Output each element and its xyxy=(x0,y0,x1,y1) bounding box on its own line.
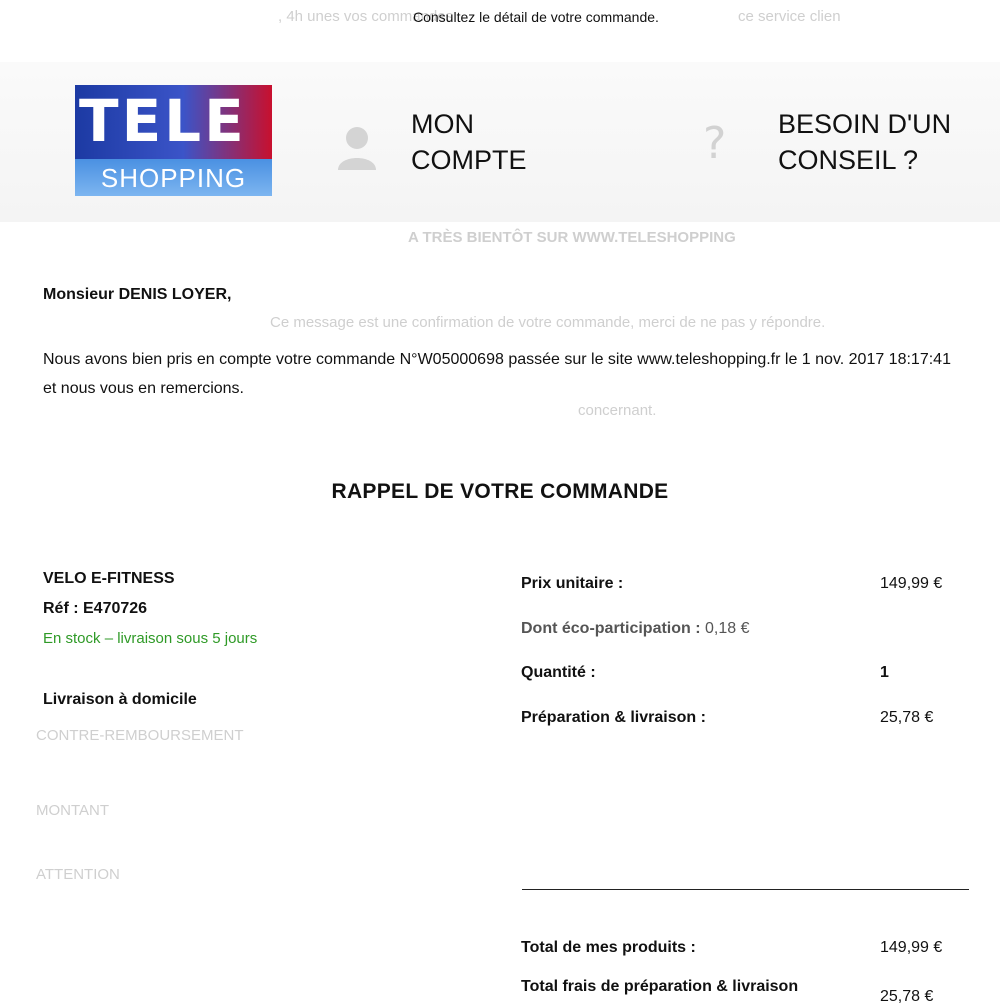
shipping-value: 25,78 € xyxy=(880,709,934,726)
products-total-value: 149,99 € xyxy=(880,939,943,956)
product-reference: Réf : E470726 xyxy=(43,600,148,617)
order-detail-link[interactable]: Consultez le détail de votre commande. xyxy=(413,9,659,25)
bleed-through-text: ce service clien xyxy=(738,8,841,25)
shipping-label: Préparation & livraison : xyxy=(521,709,706,726)
bleed-through-text: ATTENTION xyxy=(36,866,120,883)
bleed-through-text: concernant. xyxy=(578,402,657,419)
quantity-value: 1 xyxy=(880,664,889,681)
bleed-through-text: CONTRE-REMBOURSEMENT xyxy=(36,727,244,744)
nav-account-line2: COMPTE xyxy=(411,145,527,175)
quantity-label: Quantité : xyxy=(521,664,596,681)
nav-need-advice[interactable] xyxy=(778,106,988,178)
delivery-mode: Livraison à domicile xyxy=(43,691,197,708)
totals-divider xyxy=(522,889,969,890)
product-name: VELO E-FITNESS xyxy=(43,570,175,587)
logo-bottom-block xyxy=(75,159,272,196)
logo-top-text: TELE xyxy=(79,87,247,155)
bleed-through-text: A TRÈS BIENTÔT SUR WWW.TELESHOPPING xyxy=(408,229,736,246)
eco-participation-value: 0,18 € xyxy=(705,620,750,637)
logo-bottom-text: SHOPPING xyxy=(100,163,247,193)
stock-status: En stock – livraison sous 5 jours xyxy=(43,630,258,647)
bleed-through-text: , 4h unes vos commandes xyxy=(278,8,454,25)
bleed-through-text: MONTANT xyxy=(36,802,110,819)
nav-my-account[interactable] xyxy=(411,106,611,178)
eco-participation-label: Dont éco-participation : xyxy=(521,620,701,637)
order-intro-text: Nous avons bien pris en compte votre commande N°W05000698 passée sur le site www.teleshopping.fr le 1 nov. 2017 18:17:41 et nous vous en remercions. xyxy=(43,351,951,397)
question-icon[interactable]: ? xyxy=(703,118,727,169)
shipping-total-value: 25,78 € xyxy=(880,988,934,1005)
unit-price-value: 149,99 € xyxy=(880,575,943,592)
shipping-total-label: Total frais de préparation & livraison xyxy=(521,978,799,995)
nav-help-line1: BESOIN D'UN xyxy=(778,109,952,139)
greeting: Monsieur DENIS LOYER, xyxy=(43,286,232,303)
eco-participation xyxy=(521,620,750,638)
unit-price-label: Prix unitaire : xyxy=(521,575,624,592)
nav-account-line1: MON xyxy=(411,109,474,139)
logo-top-block xyxy=(75,85,272,159)
teleshopping-logo[interactable] xyxy=(75,85,272,196)
order-summary-title: RAPPEL DE VOTRE COMMANDE xyxy=(331,480,669,503)
bleed-through-text: Ce message est une confirmation de votre commande, merci de ne pas y répondre. xyxy=(270,314,826,331)
user-icon[interactable] xyxy=(336,124,378,172)
products-total-label: Total de mes produits : xyxy=(521,939,696,956)
nav-help-line2: CONSEIL ? xyxy=(778,145,919,175)
